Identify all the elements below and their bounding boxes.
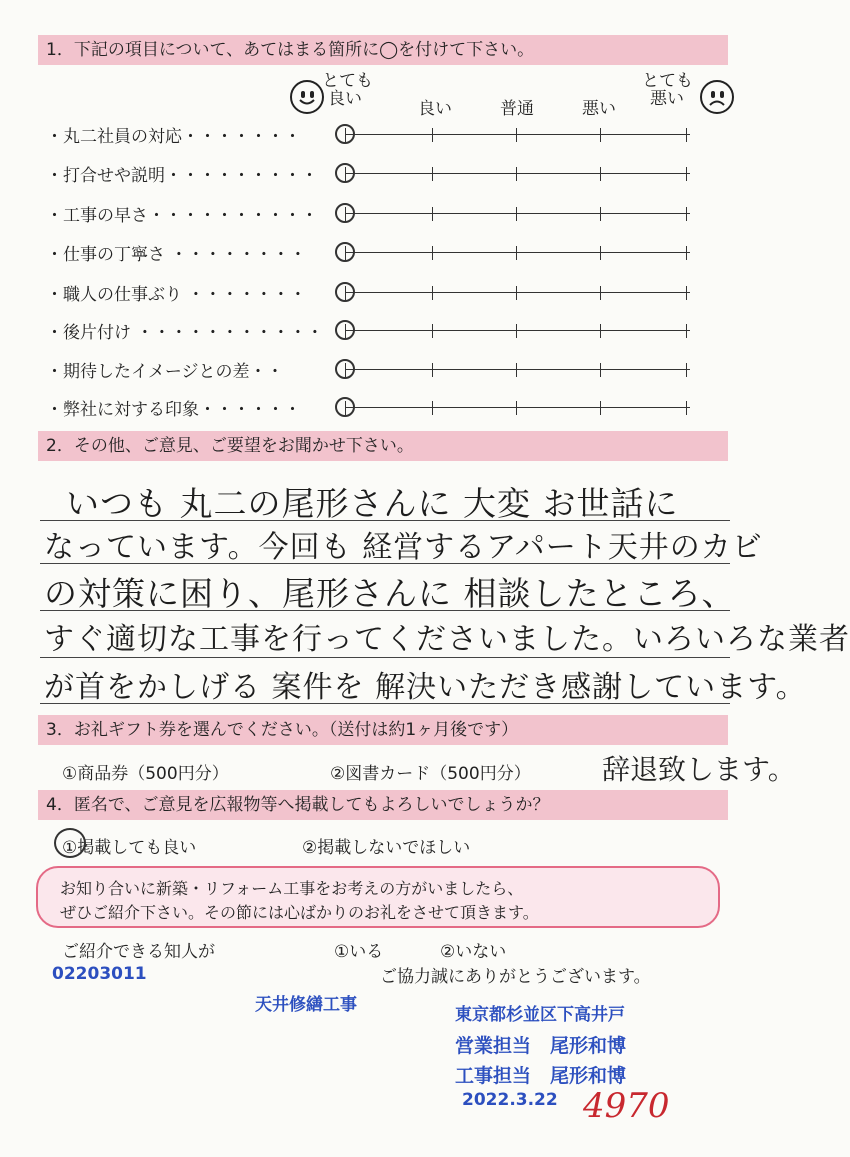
rating-tick[interactable] xyxy=(686,207,687,221)
scale-label-good: 良い xyxy=(418,99,452,119)
rating-tick[interactable] xyxy=(516,167,517,181)
comment-line-3: の対策に困り、尾形さんに 相談したところ、 xyxy=(44,574,736,613)
rating-tick[interactable] xyxy=(516,286,517,300)
rating-tick[interactable] xyxy=(516,128,517,142)
selected-rating-circle xyxy=(335,320,355,340)
publish-option-ok[interactable]: ①掲載しても良い xyxy=(62,838,197,858)
rating-item-label: ・丸二社員の対応・・・・・・・ xyxy=(46,127,301,147)
selected-rating-circle xyxy=(335,163,355,183)
rating-scale-line xyxy=(345,369,690,370)
rating-tick[interactable] xyxy=(686,324,687,338)
rating-tick[interactable] xyxy=(686,401,687,415)
referral-option-yes[interactable]: ①いる xyxy=(334,942,384,962)
referral-box xyxy=(36,866,720,928)
comment-line-4: すぐ適切な工事を行ってくださいました。いろいろな業者 xyxy=(44,622,850,657)
sad-face-icon xyxy=(700,80,734,114)
rating-tick[interactable] xyxy=(600,207,601,221)
rating-item-label: ・後片付け ・・・・・・・・・・・ xyxy=(46,323,324,343)
scale-label-bad: 悪い xyxy=(582,99,616,119)
rating-tick[interactable] xyxy=(600,246,601,260)
rating-item-label: ・仕事の丁寧さ ・・・・・・・・ xyxy=(46,245,307,265)
rating-scale-line xyxy=(345,252,690,253)
rating-tick[interactable] xyxy=(600,324,601,338)
selected-rating-circle xyxy=(335,242,355,262)
rating-tick[interactable] xyxy=(516,207,517,221)
q3-title: 3．お礼ギフト券を選んでください。（送付は約1ヶ月後です） xyxy=(38,715,728,745)
rating-tick[interactable] xyxy=(432,207,433,221)
rating-tick[interactable] xyxy=(432,401,433,415)
selected-rating-circle xyxy=(335,124,355,144)
referral-text-1: お知り合いに新築・リフォーム工事をお考えの方がいましたら、 xyxy=(60,879,524,898)
rating-tick[interactable] xyxy=(600,128,601,142)
scale-label-very-bad: とても 悪い xyxy=(642,71,693,109)
q2-title: 2．その他、ご意見、ご要望をお聞かせ下さい。 xyxy=(38,431,728,461)
rating-tick[interactable] xyxy=(432,286,433,300)
rating-tick[interactable] xyxy=(516,363,517,377)
selection-circle-mark xyxy=(54,828,86,858)
rating-tick[interactable] xyxy=(432,167,433,181)
rating-tick[interactable] xyxy=(432,128,433,142)
selected-rating-circle xyxy=(335,359,355,379)
work-type: 天井修繕工事 xyxy=(255,995,357,1015)
rating-tick[interactable] xyxy=(686,167,687,181)
rating-tick[interactable] xyxy=(686,128,687,142)
rating-tick[interactable] xyxy=(600,286,601,300)
rating-scale-line xyxy=(345,407,690,408)
scale-label-very-good: とても 良い xyxy=(322,71,373,109)
construction-staff: 工事担当 尾形和博 xyxy=(455,1065,627,1087)
smiley-face-icon xyxy=(290,80,324,114)
rating-scale-line xyxy=(345,213,690,214)
selected-rating-circle xyxy=(335,203,355,223)
rating-tick[interactable] xyxy=(516,401,517,415)
referral-option-no[interactable]: ②いない xyxy=(440,942,507,962)
selected-rating-circle xyxy=(335,397,355,417)
gift-option-shohinken[interactable]: ①商品券（500円分） xyxy=(62,764,229,784)
rating-tick[interactable] xyxy=(686,286,687,300)
rating-tick[interactable] xyxy=(686,246,687,260)
rating-scale-line xyxy=(345,292,690,293)
rating-tick[interactable] xyxy=(600,363,601,377)
rating-tick[interactable] xyxy=(516,246,517,260)
thanks-message: ご協力誠にありがとうございます。 xyxy=(380,967,651,987)
rating-item-label: ・打合せや説明・・・・・・・・・ xyxy=(46,166,318,186)
handwritten-decline: 辞退致します。 xyxy=(602,753,796,786)
completion-date: 2022.3.22 xyxy=(462,1090,558,1110)
rating-item-label: ・工事の早さ・・・・・・・・・・ xyxy=(46,206,318,226)
selected-rating-circle xyxy=(335,282,355,302)
handwritten-number: 4970 xyxy=(583,1086,670,1126)
survey-code: 02203011 xyxy=(52,964,147,984)
rating-tick[interactable] xyxy=(686,363,687,377)
rating-tick[interactable] xyxy=(432,324,433,338)
referral-prompt: ご紹介できる知人が xyxy=(62,942,215,962)
publish-option-no[interactable]: ②掲載しないでほしい xyxy=(302,838,471,858)
q1-title: 1．下記の項目について、あてはまる箇所に◯を付けて下さい。 xyxy=(38,35,728,65)
address: 東京都杉並区下高井戸 xyxy=(455,1005,625,1025)
rating-tick[interactable] xyxy=(516,324,517,338)
rating-scale-line xyxy=(345,173,690,174)
comment-line-1: いつも 丸二の尾形さんに 大変 お世話に xyxy=(66,484,679,523)
rating-item-label: ・期待したイメージとの差・・ xyxy=(46,362,284,382)
rating-tick[interactable] xyxy=(432,363,433,377)
comment-line-5: が首をかしげる 案件を 解決いただき感謝しています。 xyxy=(44,670,807,705)
rating-tick[interactable] xyxy=(432,246,433,260)
q4-title: 4．匿名で、ご意見を広報物等へ掲載してもよろしいでしょうか？ xyxy=(38,790,728,820)
rating-scale-line xyxy=(345,134,690,135)
rating-tick[interactable] xyxy=(600,167,601,181)
rating-item-label: ・職人の仕事ぶり ・・・・・・・ xyxy=(46,285,307,305)
rating-scale-line xyxy=(345,330,690,331)
rating-item-label: ・弊社に対する印象・・・・・・ xyxy=(46,400,301,420)
rating-tick[interactable] xyxy=(600,401,601,415)
referral-text-2: ぜひご紹介下さい。その節には心ばかりのお礼をさせて頂きます。 xyxy=(60,903,539,922)
comment-line-2: なっています。今回も 経営するアパート天井のカビ xyxy=(44,530,763,565)
sales-staff: 営業担当 尾形和博 xyxy=(455,1035,627,1057)
scale-label-neutral: 普通 xyxy=(500,99,534,119)
gift-option-tosho-card[interactable]: ②図書カード（500円分） xyxy=(330,764,531,784)
